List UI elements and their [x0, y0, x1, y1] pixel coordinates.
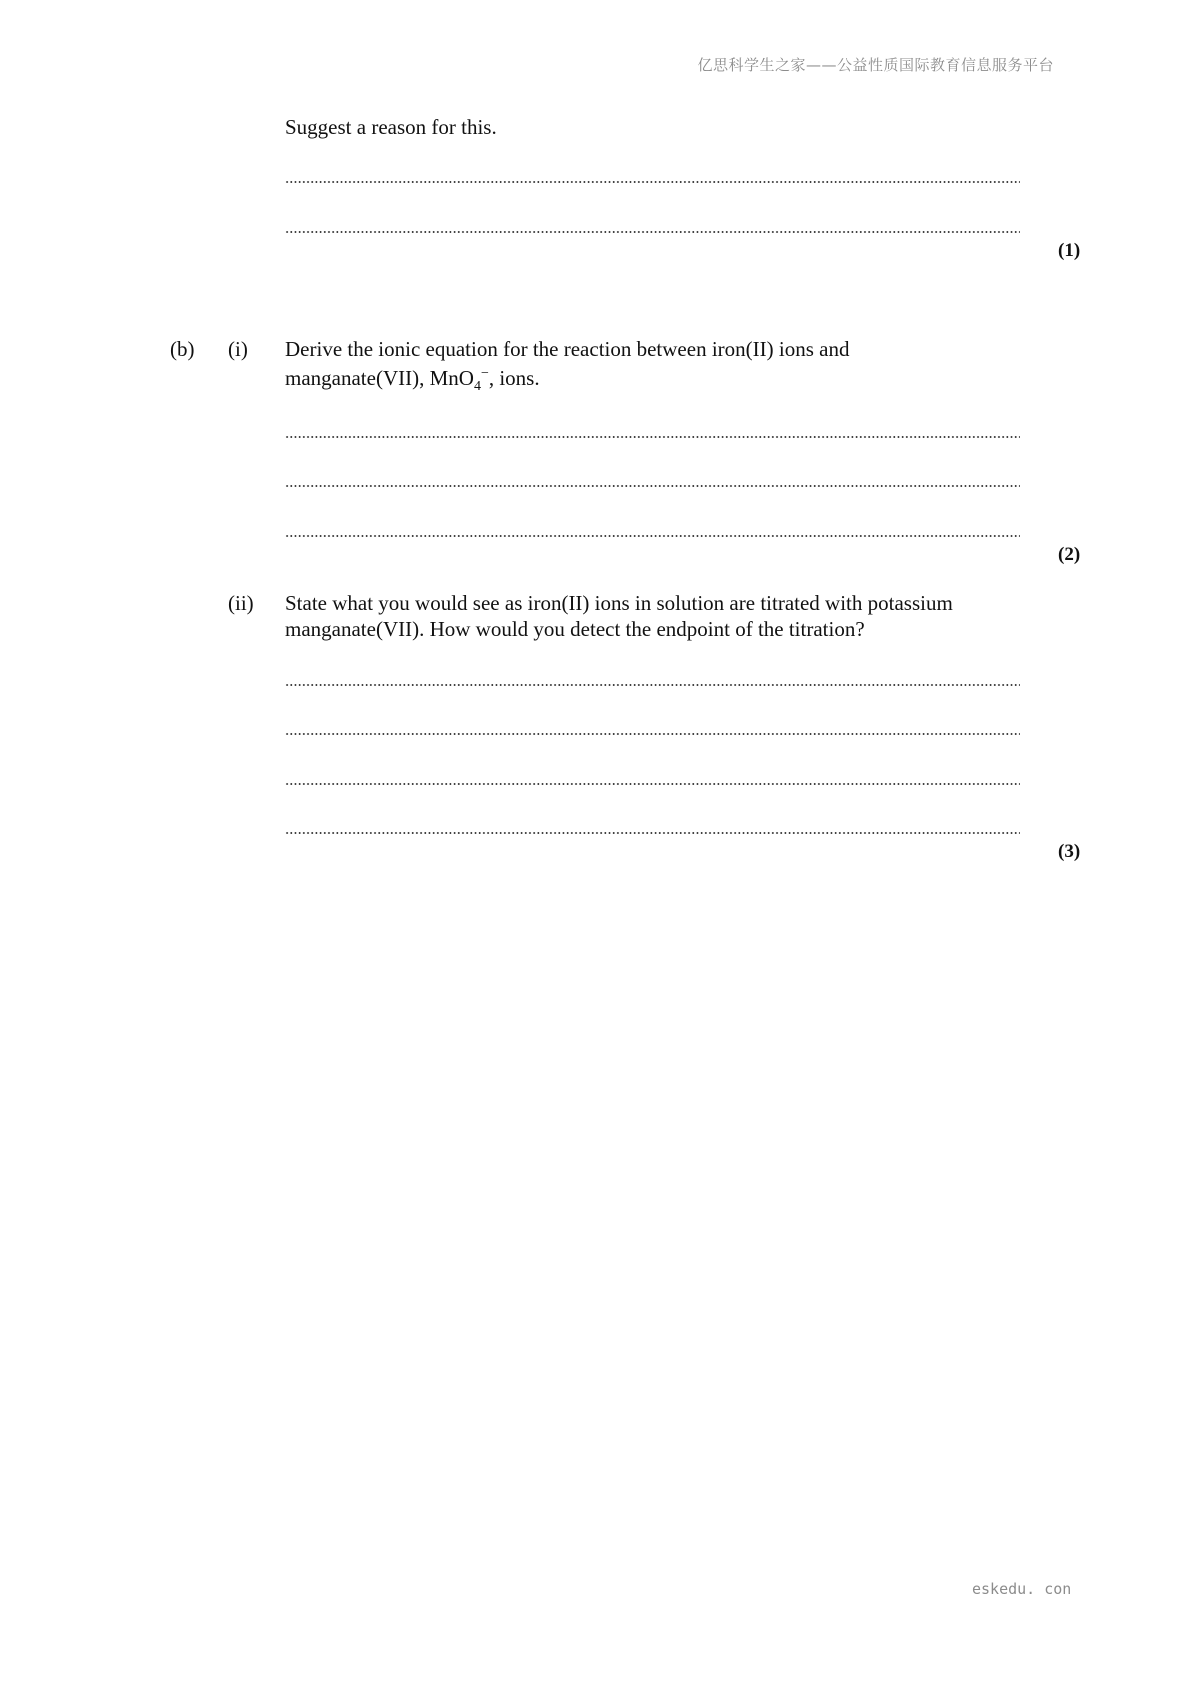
subpart-i-label: (i) — [228, 337, 248, 361]
subpart-ii-label: (ii) — [228, 591, 254, 615]
answer-line[interactable] — [285, 832, 1020, 834]
question-b-ii-line2: manganate(VII). How would you detect the endpoint of the titration? — [285, 617, 865, 641]
part-a-prompt: Suggest a reason for this. — [285, 115, 497, 139]
answer-line[interactable] — [285, 231, 1020, 233]
page-header: 亿思科学生之家——公益性质国际教育信息服务平台 — [697, 56, 1054, 74]
marks-label: (1) — [1058, 240, 1081, 261]
part-b-label: (b) — [170, 337, 195, 361]
answer-line[interactable] — [285, 181, 1020, 183]
answer-line[interactable] — [285, 535, 1020, 537]
question-b-ii-line1: State what you would see as iron(II) ions in solution are titrated with potassium — [285, 591, 953, 615]
page-footer: eskedu. con — [972, 1580, 1072, 1598]
question-b-i-line2: manganate(VII), MnO$_4$−, ions. — [285, 366, 540, 395]
question-b-i-line1: Derive the ionic equation for the reaction between iron(II) ions and — [285, 337, 850, 361]
answer-line[interactable] — [285, 684, 1020, 686]
answer-line[interactable] — [285, 783, 1020, 785]
marks-label: (2) — [1058, 544, 1081, 565]
answer-line[interactable] — [285, 436, 1020, 438]
answer-line[interactable] — [285, 485, 1020, 487]
marks-label: (3) — [1058, 841, 1081, 862]
answer-line[interactable] — [285, 733, 1020, 735]
